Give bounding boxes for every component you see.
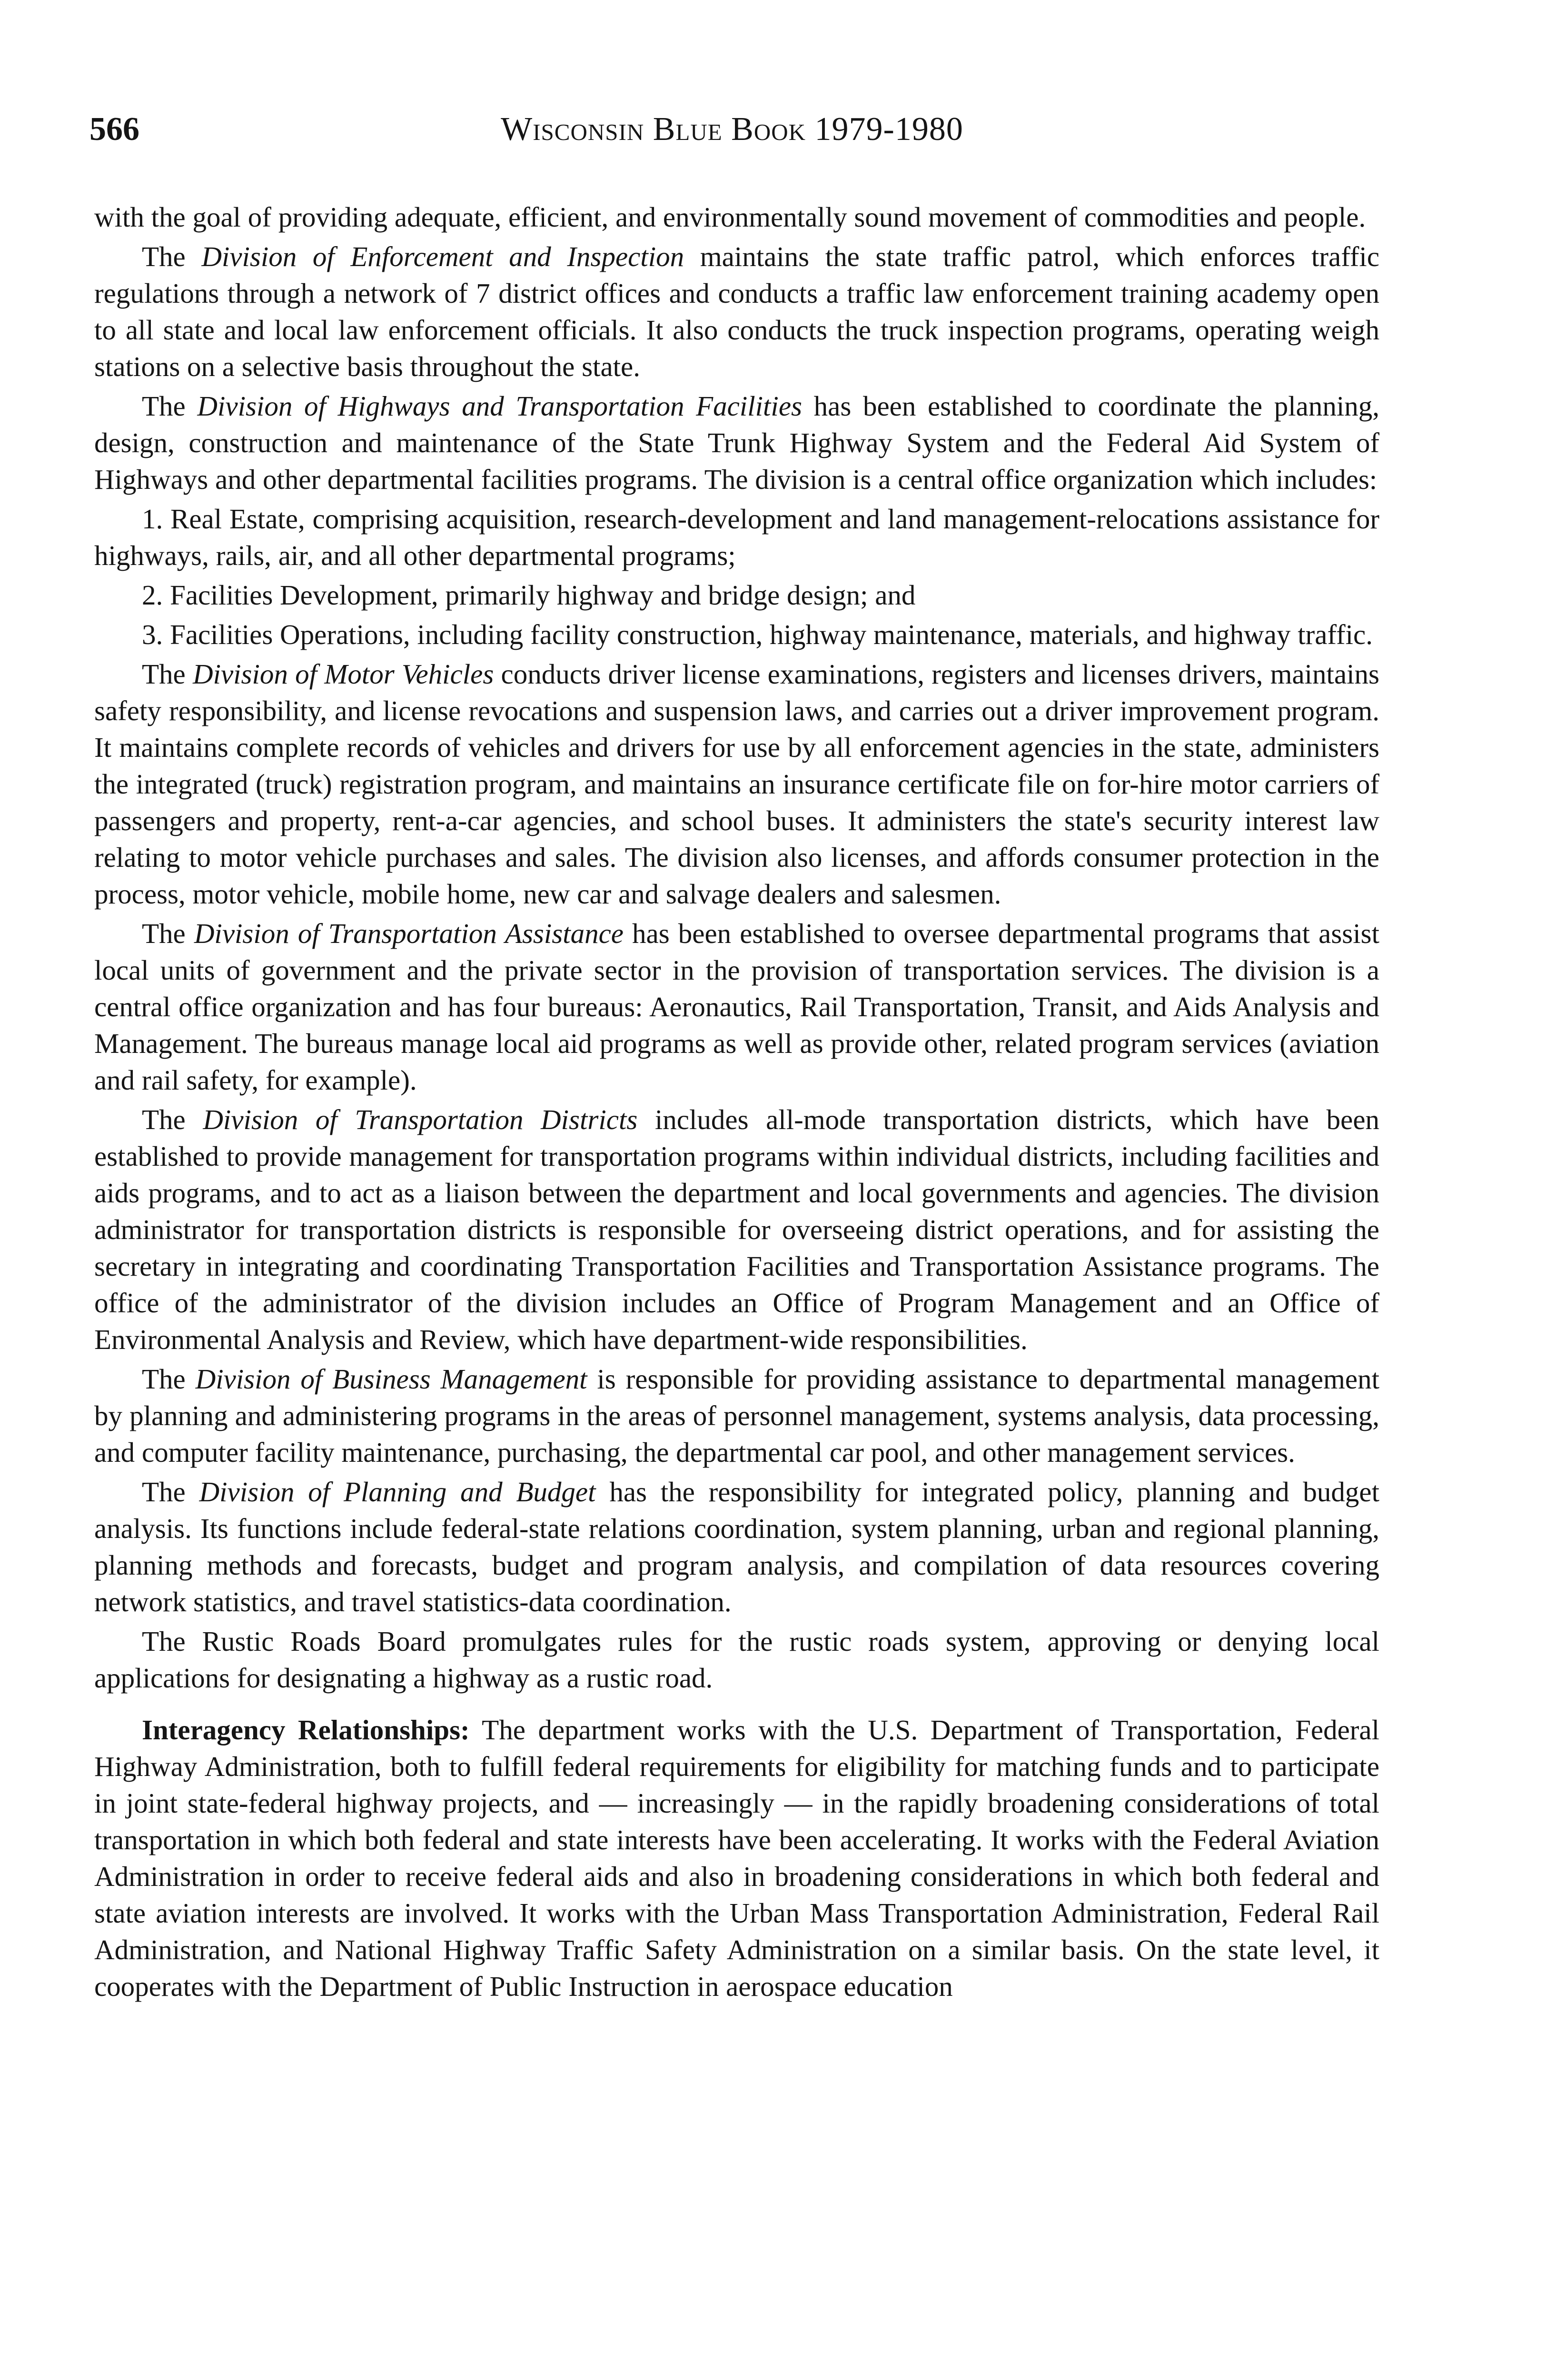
paragraph-continuation [94,199,1379,236]
running-title: Wisconsin Blue Book 1979-1980 [501,111,963,148]
paragraph-planning-budget [94,1474,1379,1620]
paragraph-motor-vehicles [94,656,1379,912]
paragraph-text: The Rustic Roads Board promulgates rules for the rustic roads system, approving or denying local applications for designating a highway as a rustic road. [94,1626,1379,1694]
paragraph-highways-facilities [94,388,1379,498]
paragraph-transportation-districts [94,1101,1379,1358]
paragraph-lead-in: The [142,1363,196,1395]
division-name: Division of Planning and Budget [199,1476,596,1507]
paragraph-lead-in: The [142,1476,199,1507]
paragraph-lead-in: The [142,241,202,272]
paragraph-interagency [94,1712,1379,2005]
section-heading: Interagency Relationships: [142,1714,470,1745]
paragraph-business-management [94,1361,1379,1471]
paragraph-lead-in: The [142,918,194,949]
division-name: Division of Transportation Districts [203,1104,638,1135]
division-name: Division of Motor Vehicles [192,658,494,690]
list-item: 2. Facilities Development, primarily highway and bridge design; and [142,579,916,611]
paragraph-text: is responsible for providing assistance to departmental management by planning and administering programs in the areas of personnel management, systems analysis, data processing, and computer facility maintenance, purchasing, the departmental car pool, and other management services. [94,1363,1379,1468]
division-name: Division of Transportation Assistance [194,918,624,949]
list-item: 1. Real Estate, comprising acquisition, research-development and land management-relocations assistance for highways, rails, air, and all other departmental programs; [94,503,1379,571]
division-name: Division of Business Management [195,1363,587,1395]
body-text [94,199,1379,2008]
page-number: 566 [89,111,139,148]
division-name: Division of Highways and Transportation Facilities [197,390,802,422]
paragraph-lead-in: The [142,1104,203,1135]
paragraph-transportation-assistance [94,915,1379,1099]
page-header [89,106,1375,153]
division-name: Division of Enforcement and Inspection [201,241,684,272]
paragraph-text: conducts driver license examinations, registers and licenses drivers, maintains safety responsibility, and license revocations and suspension laws, and carries out a driver improvement program. It maintains complete records of vehicles and drivers for use by all enforcement agencies in the state, administers the integrated (truck) registration program, and maintains an insurance certificate file on for-hire motor carriers of passengers and property, rent-a-car agencies, and school buses. It administers the state's security interest law relating to motor vehicle purchases and sales. The division also licenses, and affords consumer protection in the process, motor vehicle, mobile home, new car and salvage dealers and salesmen. [94,658,1379,910]
paragraph-rustic-roads [94,1623,1379,1696]
paragraph-enforcement-inspection [94,238,1379,385]
paragraph-text: has been established to coordinate the planning, design, construction and maintenance of the State Trunk Highway System and the Federal Aid System of Highways and other departmental facilities programs. The division is a central office organization which includes: [94,390,1379,495]
paragraph-lead-in: The [142,390,198,422]
paragraph-text: with the goal of providing adequate, efficient, and environmentally sound movement of commodities and people. [94,201,1366,233]
paragraph-text: maintains the state traffic patrol, which enforces traffic regulations through a network of 7 district offices and conducts a traffic law enforcement training academy open to all state and local law enforcement officials. It also conducts the truck inspection programs, operating weigh stations on a selective basis throughout the state. [94,241,1380,382]
list-item: 3. Facilities Operations, including facility construction, highway maintenance, materials, and highway traffic. [142,619,1373,650]
paragraph-text: has the responsibility for integrated policy, planning and budget analysis. Its functions include federal-state relations coordination, system planning, urban and regional planning, planning methods and forecasts, budget and program analysis, and compilation of data resources covering network statistics, and travel statistics-data coordination. [94,1476,1379,1617]
paragraph-lead-in: The [142,658,193,690]
paragraph-text: includes all-mode transportation districts, which have been established to provide management for transportation programs within individual districts, including facilities and aids programs, and to act as a liaison between the department and local governments and agencies. The division administrator for transportation districts is responsible for overseeing district operations, and for assisting the secretary in integrating and coordinating Transportation Facilities and Transportation Assistance programs. The office of the administrator of the division includes an Office of Program Management and an Office of Environmental Analysis and Review, which have department-wide responsibilities. [94,1104,1380,1355]
paragraph-text: has been established to oversee departmental programs that assist local units of government and the private sector in the provision of transportation services. The division is a central office organization and has four bureaus: Aeronautics, Rail Transportation, Transit, and Aids Analysis and Management. The bureaus manage local aid programs as well as provide other, related program services (aviation and rail safety, for example). [94,918,1379,1096]
paragraph-text: The department works with the U.S. Department of Transportation, Federal Highway Administration, both to fulfill federal requirements for eligibility for matching funds and to participate in joint state-federal highway projects, and — increasingly — in the rapidly broadening considerations of total transportation in which both federal and state interests have been accelerating. It works with the Federal Aviation Administration in order to receive federal aids and also in broadening considerations in which both federal and state aviation interests are involved. It works with the Urban Mass Transportation Administration, Federal Rail Administration, and National Highway Traffic Safety Administration on a similar basis. On the state level, it cooperates with the Department of Public Instruction in aerospace education [94,1714,1380,2002]
